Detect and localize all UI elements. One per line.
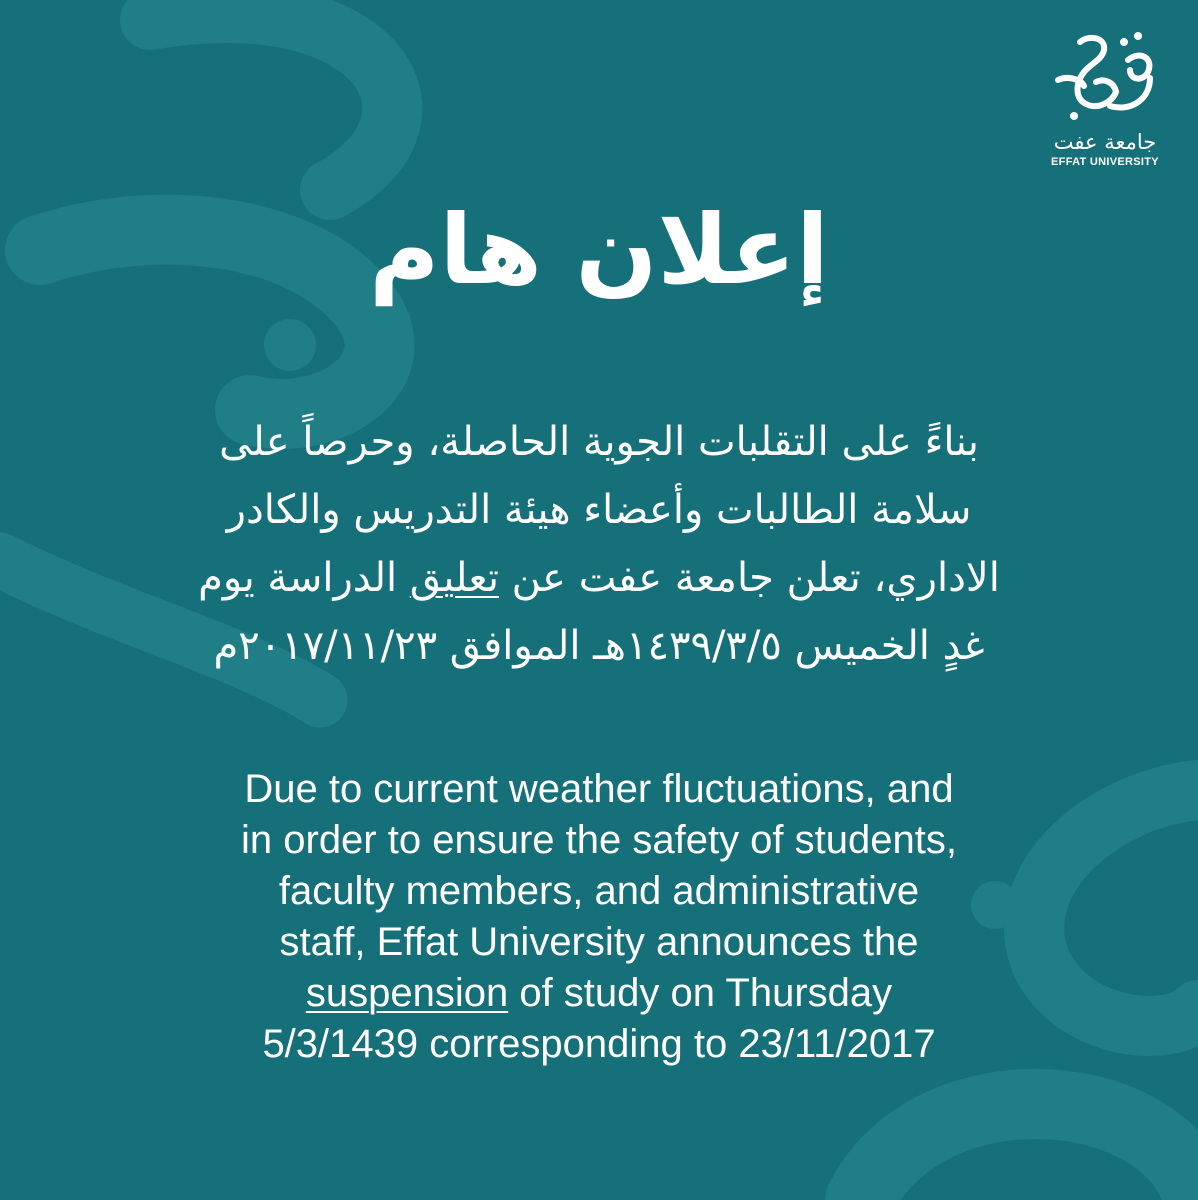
arabic-announcement — [150, 408, 1048, 680]
arabic-underlined-word: تعليق — [409, 555, 499, 601]
english-line-3: faculty members, and administrative — [278, 869, 920, 913]
english-announcement — [120, 764, 1078, 1070]
english-line-2: in order to ensure the safety of students, — [241, 818, 957, 862]
english-line-1: Due to current weather fluctuations, and — [244, 767, 954, 811]
arabic-line-4: غدٍ الخميس ١٤٣٩/٣/٥هـ الموافق ٢٠١٧/١١/٢٣م — [213, 623, 985, 669]
announcement-title: إعلان هام — [369, 194, 829, 306]
university-logo — [1030, 20, 1180, 200]
effat-calligraphy-logo-icon — [1050, 20, 1160, 130]
english-line-4: staff, Effat University announces the — [279, 920, 919, 964]
logo-english-name: EFFAT UNIVERSITY — [1051, 156, 1159, 168]
english-underlined-word: suspension — [305, 971, 509, 1015]
arabic-line-2: سلامة الطالبات وأعضاء هيئة التدريس والكادر — [226, 487, 972, 533]
english-line-5-end: of study on Thursday — [508, 971, 893, 1015]
english-line-5 — [120, 968, 1078, 1019]
english-line-6: 5/3/1439 corresponding to 23/11/2017 — [262, 1022, 936, 1066]
arabic-line-3-start: الاداري، تعلن جامعة عفت عن — [511, 555, 1000, 601]
arabic-line-3-end: الدراسة يوم — [198, 555, 398, 601]
arabic-line-3 — [150, 544, 1048, 612]
logo-arabic-name: جامعة عفت — [1053, 130, 1157, 154]
arabic-line-1: بناءً على التقلبات الجوية الحاصلة، وحرصاً على — [219, 419, 979, 465]
